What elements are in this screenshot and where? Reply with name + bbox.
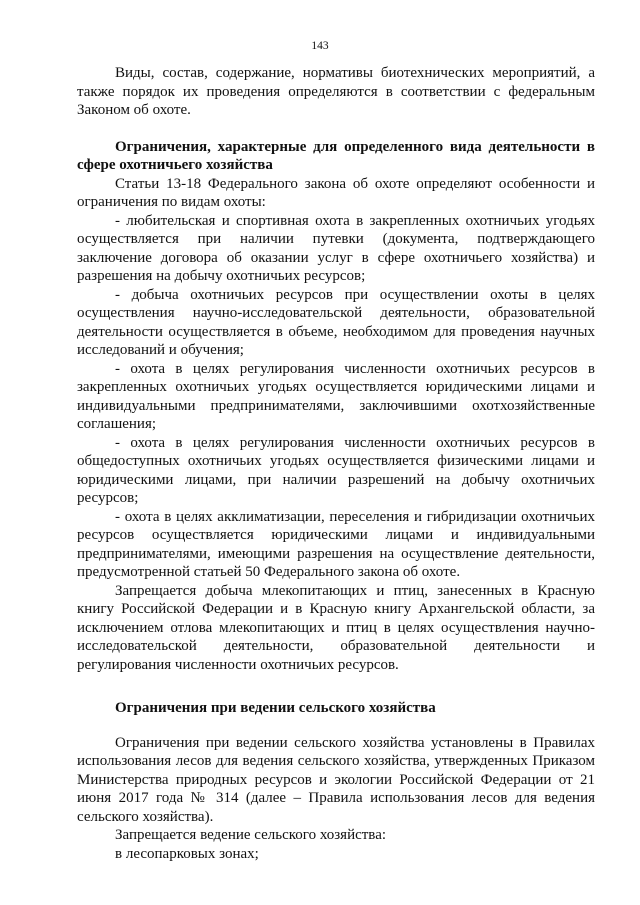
list-item-regulation-assigned-lands: - охота в целях регулирования численности охотничьих ресурсов в закрепленных охотничьих угодьях осуществляется юридическими лицами и индивидуальными предпринимателями, заключившими охотхозяйственные соглашения; bbox=[77, 360, 595, 432]
paragraph-agriculture-prohibited: Запрещается ведение сельского хозяйства: bbox=[115, 827, 387, 843]
list-item-regulation-public-lands: - охота в целях регулирования численности охотничьих ресурсов в общедоступных охотничьих угодьях осуществляется физическими лицами и юридическими лицами, при наличии разрешений на добычу охотничьих ресурсов; bbox=[77, 434, 595, 506]
spacer bbox=[77, 674, 595, 699]
section-heading-agriculture-restrictions: Ограничения при ведении сельского хозяйства bbox=[115, 700, 436, 716]
paragraph-biotechnical-measures: Виды, состав, содержание, нормативы биотехнических мероприятий, а также порядок их проведения определяются в соответствии с федеральным Законом об охоте. bbox=[77, 65, 595, 118]
paragraph-agriculture-rules: Ограничения при ведении сельского хозяйства установлены в Правилах использования лесов для ведения сельского хозяйства, утвержденных Приказом Министерства природных ресурсов и экологии Российской Федерации от 21 июня 2017 года № 314 (далее – Правила использования лесов для ведения сельского хозяйства). bbox=[77, 734, 595, 825]
paragraph-red-book-prohibition: Запрещается добыча млекопитающих и птиц, занесенных в Красную книгу Российской Федерации и в Красную книгу Архангельской области, за исключением отлова млекопитающих и птиц в целях осуществления научно-исследовательской деятельности, образовательной деятельности и регулирования численности охотничьих ресурсов. bbox=[77, 582, 595, 673]
list-item-forest-park-zones: в лесопарковых зонах; bbox=[115, 845, 259, 862]
list-item-amateur-hunting: - любительская и спортивная охота в закрепленных охотничьих угодьях осуществляется при наличии путевки (документа, подтверждающего заключение договора об оказании услуг в сфере охотничьего хозяйства) и разрешения на добычу охотничьих ресурсов; bbox=[77, 212, 595, 284]
document-body bbox=[77, 64, 595, 863]
list-item-research-hunting: - добыча охотничьих ресурсов при осуществлении охоты в целях осуществления научно-исследовательской деятельности, образовательной деятельности осуществляется в объеме, необходимом для проведения научных исследований и обучения; bbox=[77, 286, 595, 358]
spacer bbox=[77, 718, 595, 734]
list-item-acclimatization-hunting: - охота в целях акклиматизации, переселения и гибридизации охотничьих ресурсов осуществляется юридическими лицами и индивидуальными предпринимателями, имеющими разрешения на осуществление деятельности, предусмотренной статьей 50 Федерального закона об охоте. bbox=[77, 508, 595, 580]
spacer bbox=[77, 120, 595, 138]
paragraph-hunting-articles: Статьи 13-18 Федерального закона об охоте определяют особенности и ограничения по видам охоты: bbox=[77, 175, 595, 210]
page-number: 143 bbox=[311, 40, 329, 52]
section-heading-hunting-restrictions: Ограничения, характерные для определенного вида деятельности в сфере охотничьего хозяйства bbox=[77, 138, 595, 173]
